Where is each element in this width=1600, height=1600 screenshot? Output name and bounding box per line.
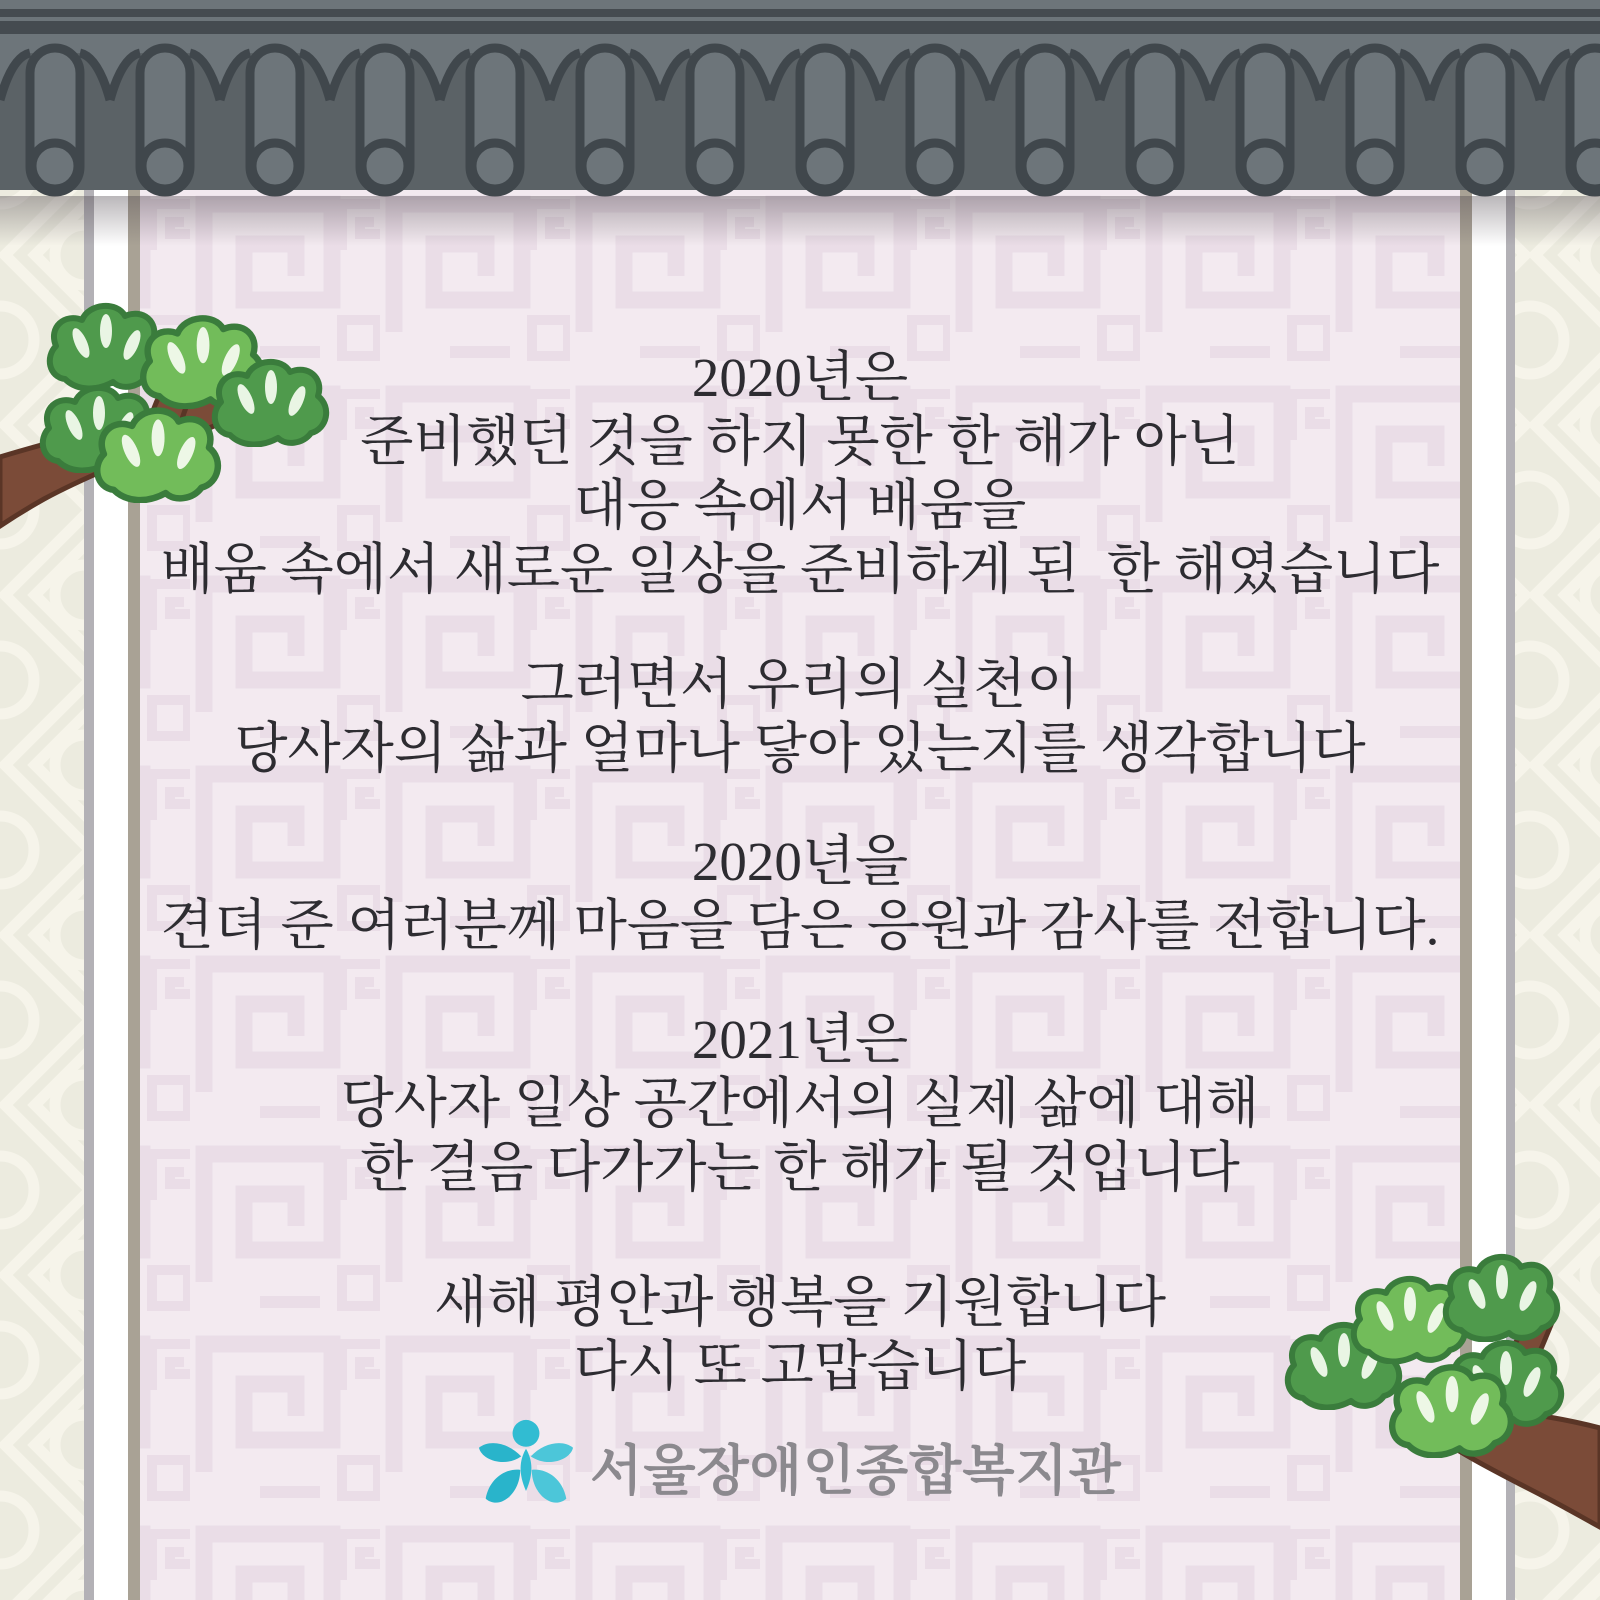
- message-line: 준비했던 것을 하지 못한 한 해가 아닌: [360, 411, 1240, 472]
- roof-tiles-decoration: [0, 0, 1600, 200]
- message-line: 2020년을: [691, 831, 909, 892]
- message-block-5: [140, 1271, 1460, 1399]
- message-line: 2020년은: [691, 347, 909, 408]
- roof-shadow: [0, 196, 1600, 246]
- message-block-3: [140, 830, 1460, 958]
- logo: [140, 1418, 1460, 1514]
- message-line: 배움 속에서 새로운 일상을 준비하게 된 한 해였습니다: [160, 539, 1440, 600]
- message-line: 대응 속에서 배움을: [573, 475, 1027, 536]
- winged-person-icon: [478, 1418, 574, 1514]
- logo-text: 서울장애인종합복지관: [590, 1440, 1122, 1501]
- message-line: 다시 또 고맙습니다: [573, 1336, 1027, 1397]
- message-block-2: [140, 653, 1460, 781]
- message-line: 한 걸음 다가가는 한 해가 될 것입니다: [360, 1137, 1240, 1198]
- message-line: 견뎌 준 여러분께 마음을 담은 응원과 감사를 전합니다.: [160, 895, 1440, 956]
- message-line: 당사자의 삶과 얼마나 닿아 있는지를 생각합니다: [234, 718, 1366, 779]
- message-block-4: [140, 1008, 1460, 1200]
- message-line: 2021년은: [691, 1009, 909, 1070]
- message-line: 당사자 일상 공간에서의 실제 삶에 대해: [340, 1073, 1260, 1134]
- message-line: 그러면서 우리의 실천이: [520, 654, 1080, 715]
- message-block-1: [140, 346, 1460, 602]
- message-line: 새해 평안과 행복을 기원합니다: [434, 1272, 1166, 1333]
